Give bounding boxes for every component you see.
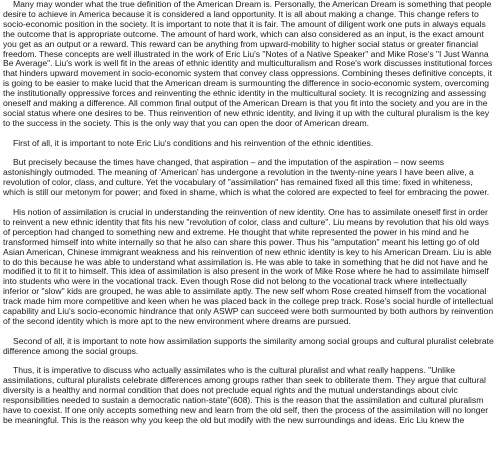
essay-document — [3, 0, 495, 426]
paragraph-intro: Many may wonder what the true definition of the American Dream is. Personally, the American Dream is something that people desire to achieve in America because it is considered a land opportunity. It is all about making a change. This change refers to socio-economic position in the society. It is important to note that it is fair. The amount of diligent work one puts in always equals the outcome that is appropriate outcome. The amount of hard work, which can also considered as an input, is the exact amount you get as an output or a reward. This reward can be anything from upward-mobility to higher social status or greater financial freedom. These concepts are well illustrated in the work of Eric Liu's "Notes of a Native Speaker" and Mike Rose's "I Just Wanna Be Average". Liu's work is well fit in the areas of ethnic identity and multiculturalism and Rose's work discusses institutional forces that hinders upward movement in socio-economic system that convey class oppressions. Combining theses definitive concepts, it is going to be easier to make lucid that the American dream is surmounting the difference in socio-economic system, overcoming the institutionally oppressive forces and reinventing the ethnic identity in the multicultural society. It is recognizing and assessing oneself and making a difference. All common final output of the American Dream is that you fit into the society and you are in the social status where one desires to be. Thus reinvention of new ethnic identity, and living it up with the cultural pluralism is the key to the success in the society. This is the only way that you can open the door of American dream. — [3, 0, 493, 128]
paragraph-first-point: First of all, it is important to note Eric Liu's conditions and his reinvention of the ethnic identities. — [13, 137, 374, 148]
paragraph-quote: But precisely because the times have changed, that aspiration – and the imputation of the aspiration – now seems astonishingly outmoded. The meaning of 'American' has undergone a revolution in the twenty-nine years I have been alive, a revolution of color, class, and culture. Yet the vocabulary of "assimilation" has remained fixed all this time: fixed in whiteness, which is still our metonym for power; and fixed in shame, which is what the colored are expected to feel for embracing the power. — [3, 157, 490, 198]
paragraph-second-point: Second of all, it is important to note how assimilation supports the similarity among social groups and cultural pluralist celebrate difference among the social groups. — [3, 335, 494, 356]
paragraph-pluralism: Thus, it is imperative to discuss who actually assimilates who is the cultural pluralist and what really happens. "Unlike assimilations, cultural pluralists celebrate differences among groups rather than seek to obliterate them. They argue that cultural diversity is a healthy and normal condition that does not preclude equal rights and the mutual understandings about civic responsibilities needed to sustain a democratic nation-state"(608). This is the reason that the assimilation and cultural pluralism have to coexist. If one only accepts something new and learn from the old self, then the process of the assimilation will no longer be meaningful. This is the reason why you keep the old but modify with the new surroundings and ideas. Eric Liu knew the — [3, 365, 489, 425]
paragraph-assimilation: His notion of assimilation is crucial in understanding the reinvention of new identity. One has to assimilate oneself first in order to reinvent a new ethnic identity that fits his new "revolution of color, class and culture". Liu means by revolution that his old ways of perception had changed to something new and extreme. He thought that white represented the power in his mind and he transformed himself into white internally so that he also can share this power. Thus his "amputation" meant his letting go of old Asian American, Chinese immigrant weakness and his reinvention of new ethnic identity is key to his American Dream. Liu is able to do this because he was able to understand what assimilation is. He was able to take in something that he did not have and he modified it to fit it to himself. This idea of assimilation is also present in the work of Mike Rose where he had to assimilate himself into students who were in the vocational track. Even though Rose did not belong to the vocational track where intellectually inferior or "slow" kids are grouped, he was able to assimilate aptly. The new self whom Rose created himself from the vocational track made him more competitive and keen when he was placed back in the college prep track. Rose's social hurdle of intellectual capability and Liu's socio-economic hindrance that only ASWP can succeed were both surmounted by both authors by reinvention of the second identity which is more apt to the new environment where dreams are pursued. — [3, 206, 494, 326]
